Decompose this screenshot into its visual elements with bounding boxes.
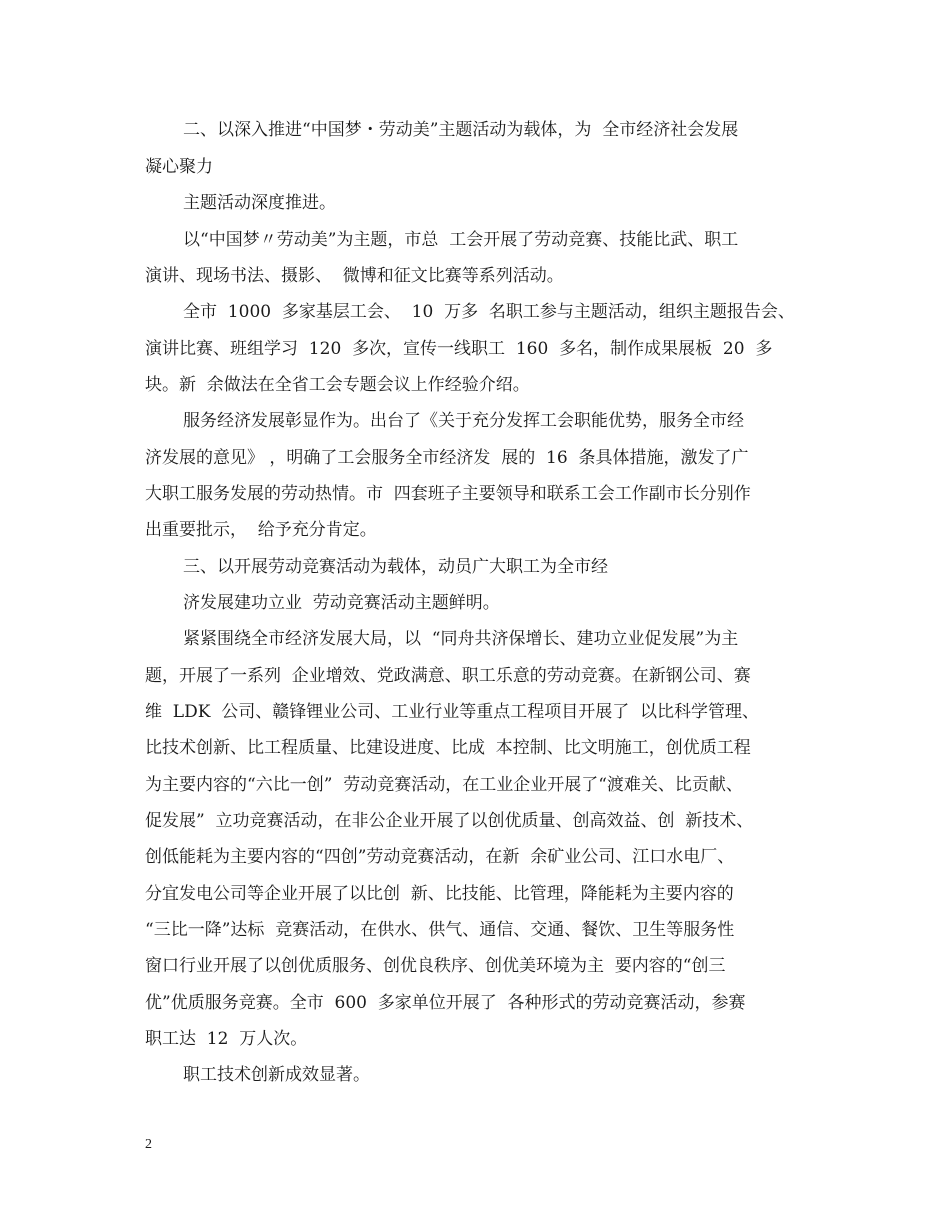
paragraph-line: 演讲比赛、班组学习 120 多次，宣传一线职工 160 多名，制作成果展板 20 多 xyxy=(145,339,773,359)
paragraph-line: 大职工服务发展的劳动热情。市 四套班子主要领导和联系工会工作副市长分别作 xyxy=(145,484,751,504)
paragraph-line: 题，开展了一系列 企业增效、党政满意、职工乐意的劳动竞赛。在新钢公司、赛 xyxy=(145,666,751,686)
paragraph-line: 出重要批示， 给予充分肯定。 xyxy=(145,520,377,540)
section-three-heading-line-2: 济发展建功立业 劳动竞赛活动主题鲜明。 xyxy=(183,593,500,613)
paragraph-line: 为主要内容的“六比一创” 劳动竞赛活动，在工业企业开展了“渡难关、比贡献、 xyxy=(145,775,743,795)
paragraph-line: 优”优质服务竞赛。全市 600 多家单位开展了 各种形式的劳动竞赛活动，参赛 xyxy=(145,993,746,1013)
paragraph-line: 以“中国梦〃劳动美”为主题，市总 工会开展了劳动竞赛、技能比武、职工 xyxy=(183,230,739,250)
paragraph-line: 主题活动深度推进。 xyxy=(183,193,336,213)
paragraph-line: 窗口行业开展了以创优质服务、创优良秩序、创优美环境为主 要内容的“创三 xyxy=(145,956,726,976)
paragraph-line: 济发展的意见》 ，明确了工会服务全市经济发 展的 16 条具体措施，激发了广 xyxy=(145,448,749,468)
paragraph-line: 创低能耗为主要内容的“四创”劳动竞赛活动，在新 余矿业公司、江口水电厂、 xyxy=(145,847,735,867)
paragraph-line: 紧紧围绕全市经济发展大局，以 “同舟共济保增长、建功立业促发展”为主 xyxy=(183,629,739,649)
paragraph-line: 演讲、现场书法、摄影、 微博和征文比赛等系列活动。 xyxy=(145,266,564,286)
paragraph-line: 维 LDK 公司、赣锋锂业公司、工业行业等重点工程项目开展了 以比科学管理、 xyxy=(145,702,760,722)
paragraph-line: 职工达 12 万人次。 xyxy=(145,1029,308,1049)
paragraph-line: 分宜发电公司等企业开展了以比创 新、比技能、比管理，降能耗为主要内容的 xyxy=(145,884,734,904)
page-number: 2 xyxy=(145,1137,152,1152)
paragraph-line: “三比一降”达标 竞赛活动，在供水、供气、通信、交通、餐饮、卫生等服务性 xyxy=(145,920,735,940)
section-two-heading-line-1: 二、以深入推进“中国梦・劳动美”主题活动为载体，为 全市经济社会发展 xyxy=(183,120,739,140)
paragraph-line: 比技术创新、比工程质量、比建设进度、比成 本控制、比文明施工，创优质工程 xyxy=(145,738,751,758)
paragraph-line: 促发展” 立功竞赛活动，在非公企业开展了以创优质量、创高效益、创 新技术、 xyxy=(145,811,754,831)
paragraph-line: 服务经济发展彰显作为。出台了《关于充分发挥工会职能优势，服务全市经 xyxy=(183,411,744,431)
paragraph-line: 块。新 余做法在全省工会专题会议上作经验介绍。 xyxy=(145,375,530,395)
paragraph-line: 全市 1000 多家基层工会、 10 万多 名职工参与主题活动，组织主题报告会、 xyxy=(183,302,795,322)
paragraph-line: 职工技术创新成效显著。 xyxy=(183,1065,370,1085)
section-three-heading-line-1: 三、以开展劳动竞赛活动为载体，动员广大职工为全市经 xyxy=(183,557,608,577)
section-two-heading-line-2: 凝心聚力 xyxy=(145,157,213,177)
